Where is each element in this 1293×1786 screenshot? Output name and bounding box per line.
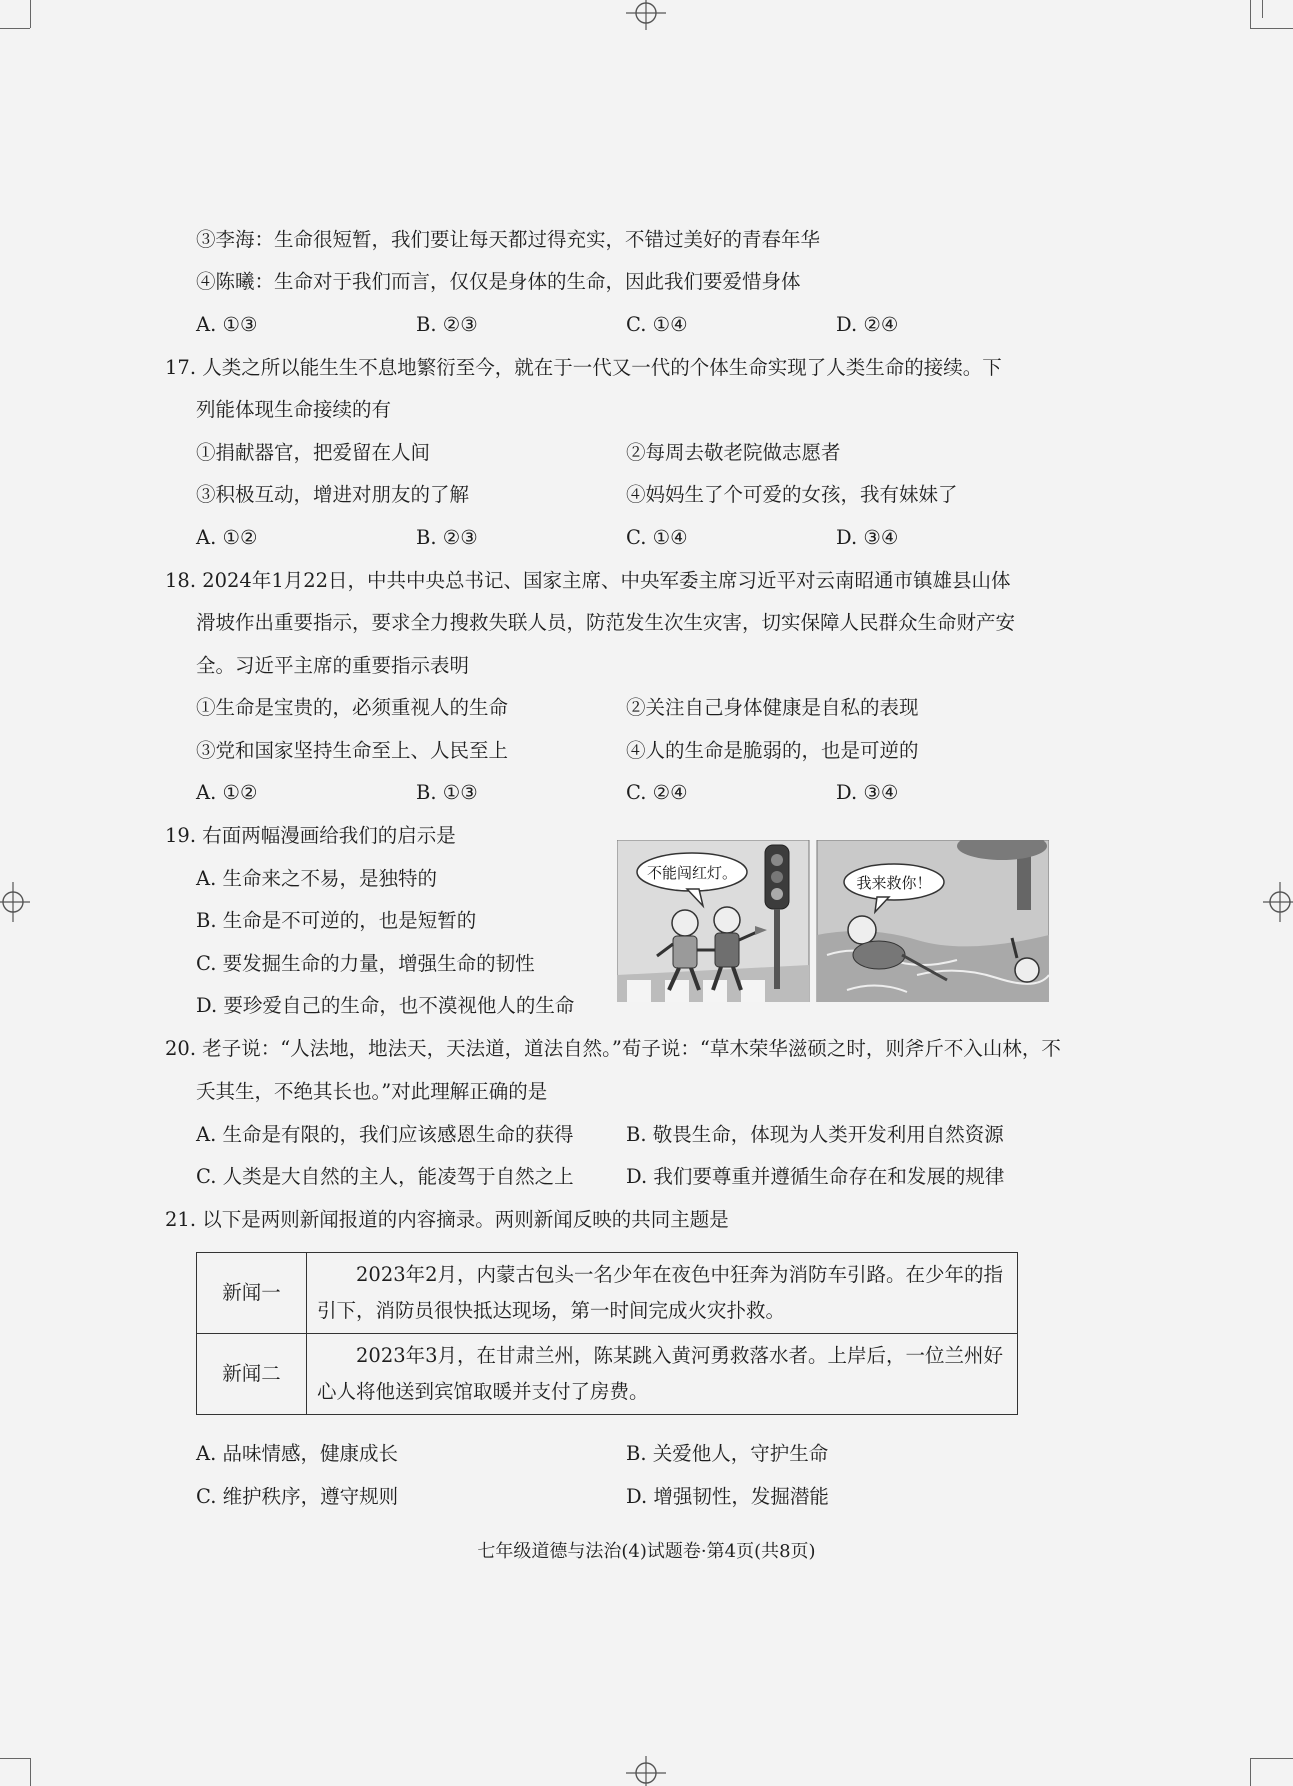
q19-option-d: D. 要珍爱自己的生命，也不漠视他人的生命 (196, 994, 575, 1017)
q20-stem-line2: 夭其生，不绝其长也。”对此理解正确的是 (196, 1080, 548, 1103)
q16-option-3: ③李海：生命很短暂，我们要让每天都过得充实，不错过美好的青春年华 (196, 228, 821, 251)
q19-stem: 19. 右面两幅漫画给我们的启示是 (165, 824, 456, 847)
q18-option-2: ②关注自己身体健康是自私的表现 (626, 696, 919, 719)
news-label: 新闻二 (197, 1334, 307, 1415)
q18-option-4: ④人的生命是脆弱的，也是可逆的 (626, 739, 919, 762)
news-text: 2023年3月，在甘肃兰州，陈某跳入黄河勇救落水者。上岸后，一位兰州好心人将他送到宾馆取暖并支付了房费。 (307, 1334, 1018, 1415)
q16-choice-d: D. ②④ (836, 313, 899, 336)
table-row (197, 1334, 1018, 1415)
table-row (197, 1253, 1018, 1334)
q19-option-c: C. 要发掘生命的力量，增强生命的韧性 (196, 952, 535, 975)
q21-option-c: C. 维护秩序，遵守规则 (196, 1485, 399, 1508)
q17-option-4: ④妈妈生了个可爱的女孩，我有妹妹了 (626, 483, 958, 506)
q17-choice-a: A. ①② (196, 526, 258, 549)
q17-stem-line2: 列能体现生命接续的有 (196, 398, 392, 421)
news-table (196, 1252, 1018, 1415)
q21-option-a: A. 品味情感，健康成长 (196, 1442, 398, 1465)
q21-option-d: D. 增强韧性，发掘潜能 (626, 1485, 829, 1508)
comic-right-bubble: 我来救你！ (856, 874, 932, 892)
q18-stem-line2: 滑坡作出重要指示，要求全力搜救失联人员，防范发生次生灾害，切实保障人民群众生命财产安 (196, 611, 1016, 634)
news-text: 2023年2月，内蒙古包头一名少年在夜色中狂奔为消防车引路。在少年的指引下，消防员很快抵达现场，第一时间完成火灾扑救。 (307, 1253, 1018, 1334)
q18-choice-a: A. ①② (196, 781, 258, 804)
comic-illustration (617, 840, 1049, 1002)
q19-option-b: B. 生命是不可逆的，也是短暂的 (196, 909, 477, 932)
q17-choice-b: B. ②③ (416, 526, 478, 549)
q19-option-a: A. 生命来之不易，是独特的 (196, 867, 437, 890)
q17-choice-c: C. ①④ (626, 526, 688, 549)
q17-choice-d: D. ③④ (836, 526, 899, 549)
q20-option-c: C. 人类是大自然的主人，能凌驾于自然之上 (196, 1165, 574, 1188)
news-label: 新闻一 (197, 1253, 307, 1334)
q16-choice-b: B. ②③ (416, 313, 478, 336)
comic-left-bubble: 不能闯红灯。 (646, 864, 738, 882)
page-footer: 七年级道德与法治(4)试题卷·第4页(共8页) (477, 1541, 816, 1562)
q17-option-1: ①捐献器官，把爱留在人间 (196, 441, 431, 464)
q20-stem-line1: 20. 老子说：“人法地，地法天，天法道，道法自然。”荀子说：“草木荣华滋硕之时，则斧斤不入山林，不 (165, 1037, 1061, 1060)
q17-option-3: ③积极互动，增进对朋友的了解 (196, 483, 470, 506)
q18-choice-c: C. ②④ (626, 781, 688, 804)
q21-option-b: B. 关爱他人，守护生命 (626, 1442, 829, 1465)
q18-option-3: ③党和国家坚持生命至上、人民至上 (196, 739, 509, 762)
q16-option-4: ④陈曦：生命对于我们而言，仅仅是身体的生命，因此我们要爱惜身体 (196, 270, 801, 293)
q16-choice-a: A. ①③ (196, 313, 258, 336)
q17-option-2: ②每周去敬老院做志愿者 (626, 441, 841, 464)
q18-choice-b: B. ①③ (416, 781, 478, 804)
q18-choice-d: D. ③④ (836, 781, 899, 804)
comic-panel-rescue (817, 840, 1049, 1002)
q20-option-a: A. 生命是有限的，我们应该感恩生命的获得 (196, 1123, 574, 1146)
q20-option-b: B. 敬畏生命，体现为人类开发利用自然资源 (626, 1123, 1004, 1146)
q21-stem: 21. 以下是两则新闻报道的内容摘录。两则新闻反映的共同主题是 (165, 1208, 729, 1231)
q17-stem-line1: 17. 人类之所以能生生不息地繁衍至今，就在于一代又一代的个体生命实现了人类生命的接续。下 (165, 356, 1002, 379)
q18-stem-line1: 18. 2024年1月22日，中共中央总书记、国家主席、中央军委主席习近平对云南昭通市镇雄县山体 (165, 569, 1011, 592)
q18-option-1: ①生命是宝贵的，必须重视人的生命 (196, 696, 509, 719)
comic-panel-traffic-light (617, 840, 809, 1002)
q18-stem-line3: 全。习近平主席的重要指示表明 (196, 654, 470, 677)
q20-option-d: D. 我们要尊重并遵循生命存在和发展的规律 (626, 1165, 1005, 1188)
q16-choice-c: C. ①④ (626, 313, 688, 336)
